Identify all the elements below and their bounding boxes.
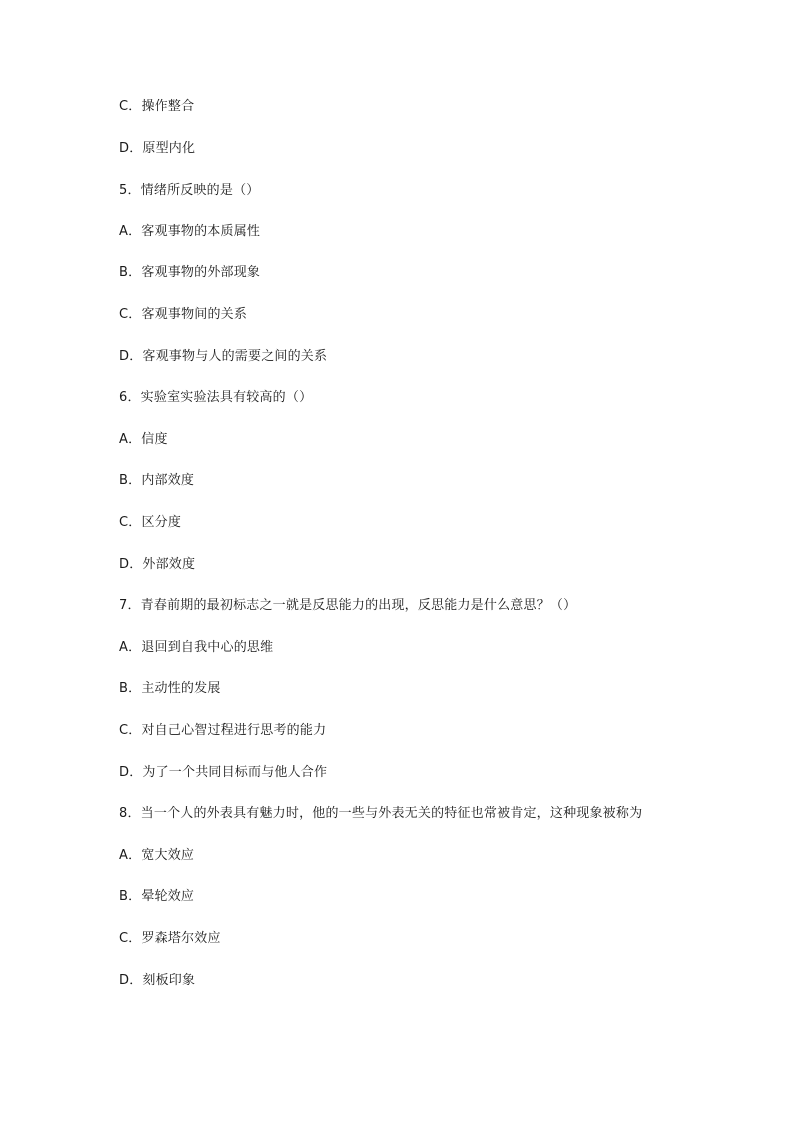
- option-d-q8: D．刻板印象: [119, 973, 196, 988]
- question-6: 6．实验室实验法具有较高的（）: [119, 390, 313, 405]
- option-d-q4: D．原型内化: [119, 141, 196, 156]
- question-7: 7．青春前期的最初标志之一就是反思能力的出现，反思能力是什么意思？（）: [119, 598, 577, 613]
- option-b-q7: B．主动性的发展: [119, 681, 221, 696]
- question-8: 8．当一个人的外表具有魅力时，他的一些与外表无关的特征也常被肯定，这种现象被称为: [119, 806, 643, 821]
- option-c-q7: C．对自己心智过程进行思考的能力: [119, 723, 327, 738]
- option-d-q7: D．为了一个共同目标而与他人合作: [119, 765, 328, 780]
- option-d-q5: D．客观事物与人的需要之间的关系: [119, 349, 328, 364]
- option-b-q5: B．客观事物的外部现象: [119, 265, 261, 280]
- option-c-q6: C．区分度: [119, 515, 182, 530]
- option-c-q5: C．客观事物间的关系: [119, 307, 248, 322]
- option-a-q5: A．客观事物的本质属性: [119, 224, 261, 239]
- option-a-q7: A．退回到自我中心的思维: [119, 640, 274, 655]
- option-a-q6: A．信度: [119, 432, 168, 447]
- option-b-q6: B．内部效度: [119, 473, 195, 488]
- option-c-q8: C．罗森塔尔效应: [119, 931, 221, 946]
- option-a-q8: A．宽大效应: [119, 848, 195, 863]
- option-b-q8: B．晕轮效应: [119, 889, 195, 904]
- option-d-q6: D．外部效度: [119, 557, 196, 572]
- option-c-q4: C．操作整合: [119, 99, 195, 114]
- question-5: 5．情绪所反映的是（）: [119, 183, 260, 198]
